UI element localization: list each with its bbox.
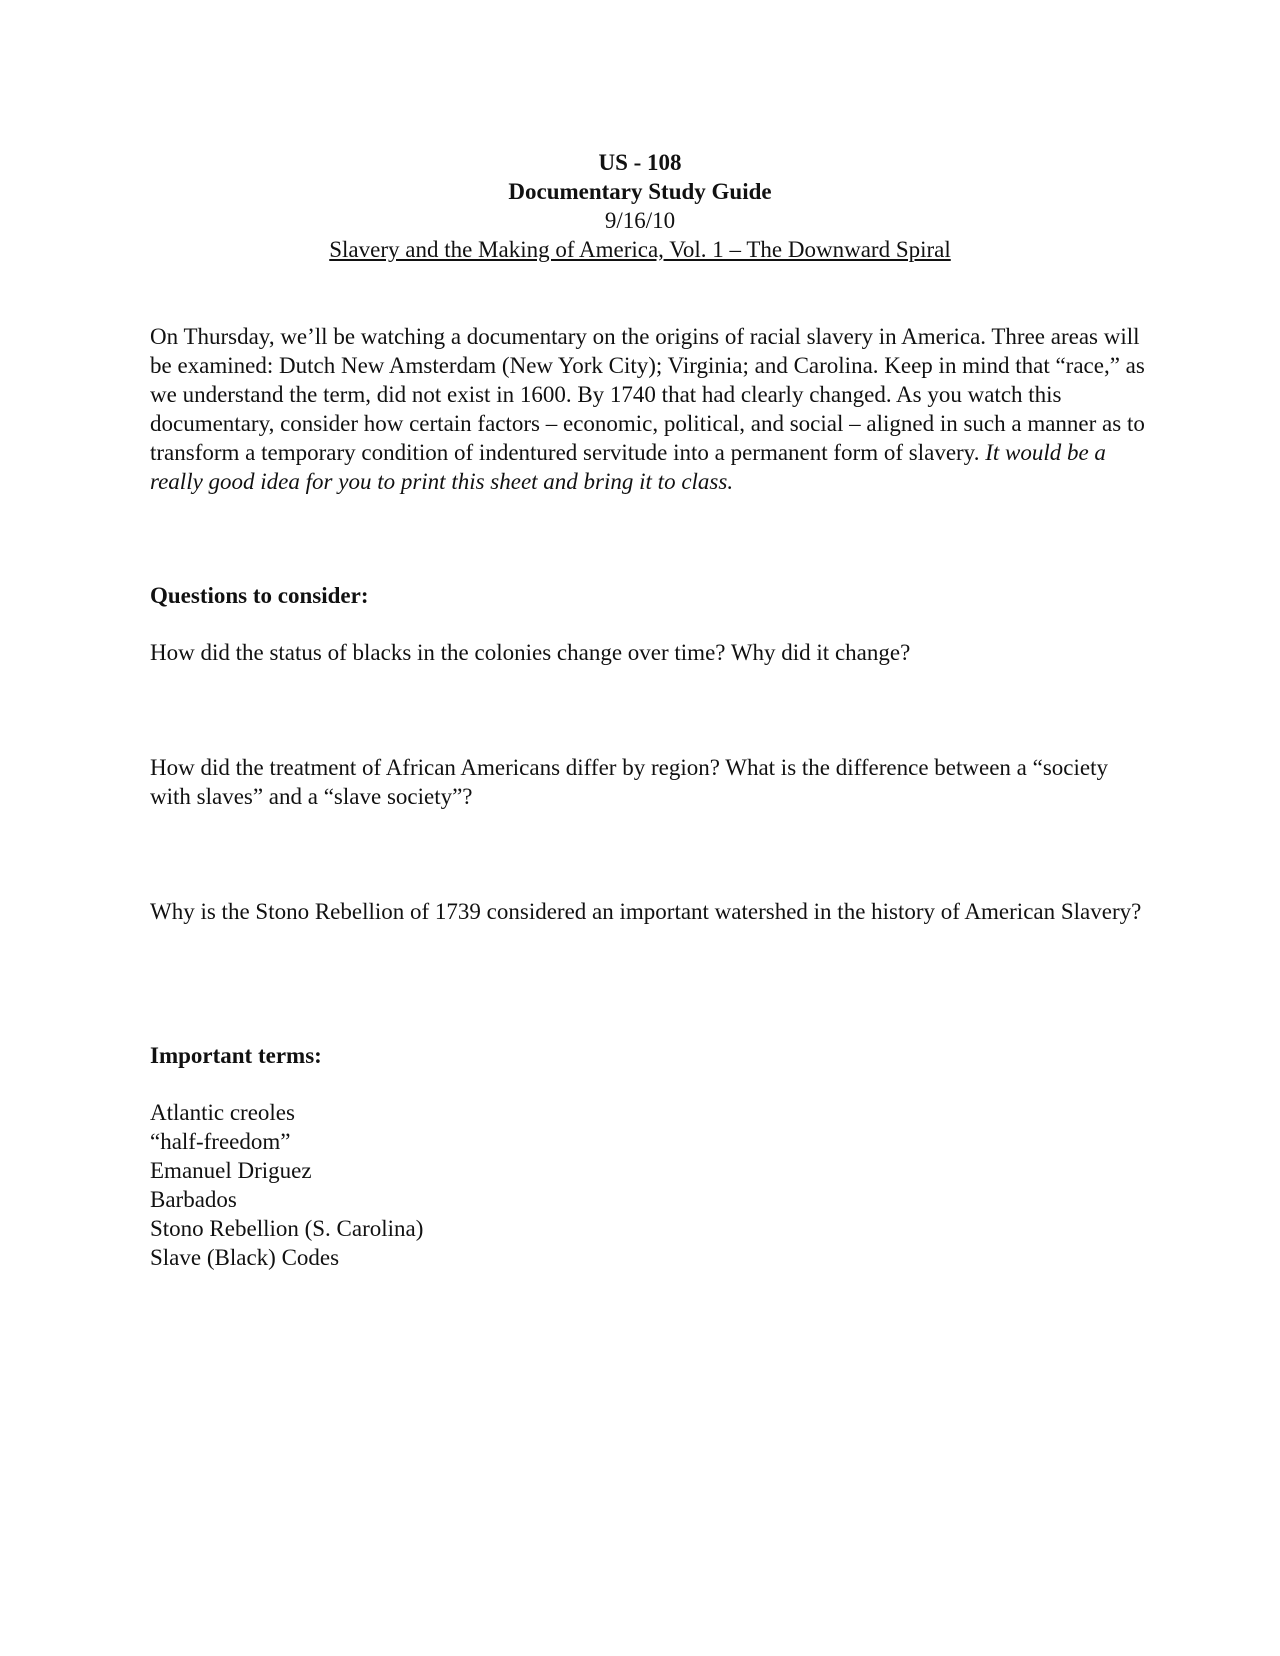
terms-section xyxy=(150,1041,1150,1070)
intro-text: On Thursday, we’ll be watching a documentary on the origins of racial slavery in America. Three areas will be examined: Dutch New Amsterdam (New York City); Virginia; and Carolina. Keep in mind that “race,” as we understand the term, did not exist in 1600. By 1740 that had clearly changed. As you watch this documentary, consider how certain factors – economic, political, and social – aligned in such a manner as to transform a temporary condition of indentured servitude into a permanent form of slavery. xyxy=(150,324,1145,465)
question-item: How did the treatment of African Americans differ by region? What is the difference between a “society with slaves” and a “slave society”? xyxy=(150,755,1108,809)
term-item: Emanuel Driguez xyxy=(150,1158,312,1183)
document-title: Documentary Study Guide xyxy=(508,179,772,204)
question-item: How did the status of blacks in the colonies change over time? Why did it change? xyxy=(150,640,911,665)
course-code: US - 108 xyxy=(598,150,682,175)
questions-heading: Questions to consider: xyxy=(150,583,369,608)
intro-paragraph xyxy=(150,322,1150,496)
question-item: Why is the Stono Rebellion of 1739 considered an important watershed in the history of American Slavery? xyxy=(150,899,1142,924)
term-item: Barbados xyxy=(150,1187,237,1212)
term-item: “half-freedom” xyxy=(150,1129,291,1154)
document-header xyxy=(0,148,1280,264)
term-item: Stono Rebellion (S. Carolina) xyxy=(150,1216,424,1241)
questions-section xyxy=(150,581,1150,610)
film-title: Slavery and the Making of America, Vol. 1 – The Downward Spiral xyxy=(329,237,951,262)
term-item: Atlantic creoles xyxy=(150,1100,295,1125)
terms-list xyxy=(150,1098,1150,1272)
terms-heading: Important terms: xyxy=(150,1043,322,1068)
term-item: Slave (Black) Codes xyxy=(150,1245,340,1270)
document-date: 9/16/10 xyxy=(604,208,676,233)
intro-italic-note: It would be a really good idea for you to print this sheet and bring it to class. xyxy=(150,440,1106,494)
